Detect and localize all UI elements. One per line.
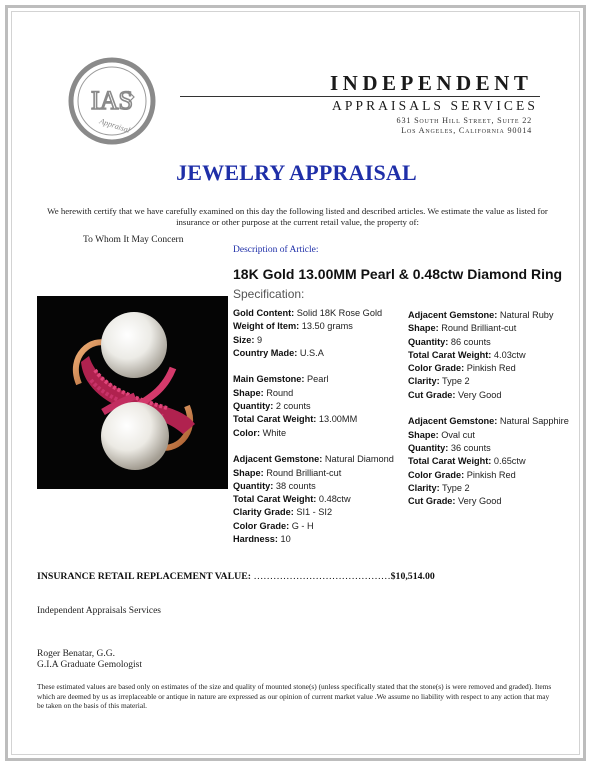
spec-label: Color Grade: — [408, 469, 465, 480]
certification-intro: We herewith certify that we have carefully examined on this day the following listed and described articles. We estimate the value as listed for insurance or other purpose at the current retail value, the property of: — [47, 206, 548, 227]
spec-row — [233, 413, 394, 426]
spec-value: Very Good — [455, 496, 502, 507]
spec-value: U.S.A — [297, 347, 324, 358]
spec-label: Quantity: — [408, 442, 449, 453]
spec-row — [408, 495, 569, 508]
header-divider — [180, 96, 540, 97]
insurance-dots: …………………………………… — [253, 571, 391, 582]
spec-label: Cut Grade: — [408, 496, 456, 507]
spec-value: Natural Sapphire — [497, 416, 569, 427]
spec-value: Pearl — [304, 374, 329, 385]
spec-value: Solid 18K Rose Gold — [294, 308, 383, 318]
ring-photo — [37, 296, 228, 489]
recipient: To Whom It May Concern — [83, 235, 184, 245]
spec-value: Type 2 — [439, 482, 470, 493]
specification-label: Specification: — [233, 287, 305, 301]
item-title: 18K Gold 13.00MM Pearl & 0.48ctw Diamond Ring — [233, 266, 563, 282]
spec-row — [233, 453, 394, 466]
spec-row — [408, 349, 569, 362]
spec-value: Very Good — [455, 389, 502, 400]
spec-row — [233, 347, 394, 360]
spec-row — [408, 322, 569, 335]
spec-label: Color Grade: — [408, 363, 465, 374]
spec-row — [408, 429, 569, 442]
spec-row — [233, 493, 394, 506]
spec-label: Quantity: — [408, 336, 449, 347]
spec-label: Quantity: — [233, 480, 274, 491]
insurance-value: $10,514.00 — [390, 571, 435, 582]
spec-label: Shape: — [408, 429, 439, 440]
address-line-2: Los Angeles, California 90014 — [401, 126, 532, 135]
spec-row — [233, 467, 394, 480]
insurance-value-line — [37, 571, 435, 582]
spec-value: Oval cut — [438, 429, 475, 440]
spec-value: SI1 - SI2 — [293, 507, 333, 518]
spec-value: Round Brilliant-cut — [263, 467, 342, 478]
spec-value: 13.00MM — [316, 414, 358, 425]
spec-row — [408, 309, 569, 322]
ias-logo — [68, 57, 156, 145]
spec-row — [233, 506, 394, 519]
spec-row — [408, 389, 569, 402]
spec-value: 38 counts — [273, 480, 316, 491]
spec-row — [408, 482, 569, 495]
spec-row — [408, 442, 569, 455]
spec-value: Pinkish Red — [464, 363, 516, 374]
spec-gap — [233, 360, 394, 373]
signature-name: Roger Benatar, G.G. — [37, 649, 115, 659]
spec-label: Shape: — [233, 467, 264, 478]
spec-value: 9 — [254, 334, 263, 345]
spec-gap — [408, 402, 569, 415]
spec-label: Total Carat Weight: — [233, 494, 317, 505]
spec-row — [408, 375, 569, 388]
spec-row — [233, 533, 394, 546]
spec-label: Total Carat Weight: — [233, 414, 317, 425]
address-line-1: 631 South Hill Street, Suite 22 — [396, 116, 532, 125]
spec-label: Cut Grade: — [408, 389, 456, 400]
spec-label: Gold Content: — [233, 308, 295, 318]
document-title: JEWELRY APPRAISAL — [176, 160, 417, 185]
spec-label: Shape: — [408, 323, 439, 334]
spec-value: Pinkish Red — [464, 469, 516, 480]
spec-row — [233, 387, 394, 400]
spec-label: Clarity: — [408, 376, 440, 387]
spec-value: 13.50 grams — [299, 321, 353, 332]
spec-value: 0.48ctw — [316, 494, 351, 505]
signature-title: G.I.A Graduate Gemologist — [37, 660, 143, 670]
spec-label: Clarity: — [408, 482, 440, 493]
spec-label: Hardness: — [233, 534, 278, 545]
spec-gap — [233, 440, 394, 453]
spec-label: Clarity Grade: — [233, 507, 294, 518]
spec-label: Quantity: — [233, 401, 274, 412]
spec-value: 36 counts — [448, 442, 491, 453]
spec-label: Color Grade: — [233, 520, 290, 531]
spec-label: Color: — [233, 427, 261, 438]
spec-value: White — [260, 427, 287, 438]
spec-row — [408, 415, 569, 428]
logo-ring-text: Appraisal — [98, 116, 132, 135]
spec-label: Main Gemstone: — [233, 374, 305, 385]
spec-row — [233, 373, 394, 386]
spec-value: Round — [263, 387, 294, 398]
spec-row — [233, 400, 394, 413]
spec-row — [408, 469, 569, 482]
company-subtitle: APPRAISALS SERVICES — [332, 98, 538, 113]
specs-left-column — [233, 307, 394, 546]
spec-row — [233, 427, 394, 440]
spec-label: Weight of Item: — [233, 321, 300, 332]
spec-value: Round Brilliant-cut — [438, 323, 517, 334]
spec-row — [233, 520, 394, 533]
spec-row — [233, 320, 394, 333]
spec-row — [233, 307, 394, 320]
spec-value: 86 counts — [448, 336, 491, 347]
spec-value: 4.03ctw — [491, 349, 526, 360]
spec-label: Size: — [233, 334, 255, 345]
logo-text: IAS — [91, 86, 133, 115]
spec-value: Natural Ruby — [497, 310, 554, 320]
spec-label: Country Made: — [233, 347, 298, 358]
company-name: INDEPENDENT — [330, 71, 533, 95]
spec-row — [233, 480, 394, 493]
spec-row — [408, 455, 569, 468]
spec-value: 0.65ctw — [491, 456, 526, 467]
insurance-label: INSURANCE RETAIL REPLACEMENT VALUE: — [37, 571, 252, 582]
spec-label: Adjacent Gemstone: — [408, 416, 498, 427]
spec-label: Adjacent Gemstone: — [233, 454, 323, 465]
spec-label: Shape: — [233, 387, 264, 398]
spec-row — [408, 362, 569, 375]
disclaimer: These estimated values are based only on estimates of the size and quality of mounted stone(s) (unless specifically stated that the stone(s) is were removed and graded). Items which are deemed by us as irreplaceable or antique in nature are expressed as our opinion of current market value .We assume no liability with respect to any action that may be taken on the basis of this material. — [37, 682, 552, 711]
spec-row — [408, 336, 569, 349]
spec-value: Type 2 — [439, 376, 470, 387]
spec-value: G - H — [289, 520, 314, 531]
spec-value: 2 counts — [273, 401, 311, 412]
spec-row — [233, 334, 394, 347]
spec-value: Natural Diamond — [322, 454, 394, 465]
specs-right-column — [408, 309, 569, 508]
spec-label: Total Carat Weight: — [408, 349, 492, 360]
company-signoff: Independent Appraisals Services — [37, 606, 161, 616]
spec-value: 10 — [277, 534, 291, 545]
spec-label: Total Carat Weight: — [408, 456, 492, 467]
description-label: Description of Article: — [233, 245, 319, 255]
spec-label: Adjacent Gemstone: — [408, 310, 498, 320]
